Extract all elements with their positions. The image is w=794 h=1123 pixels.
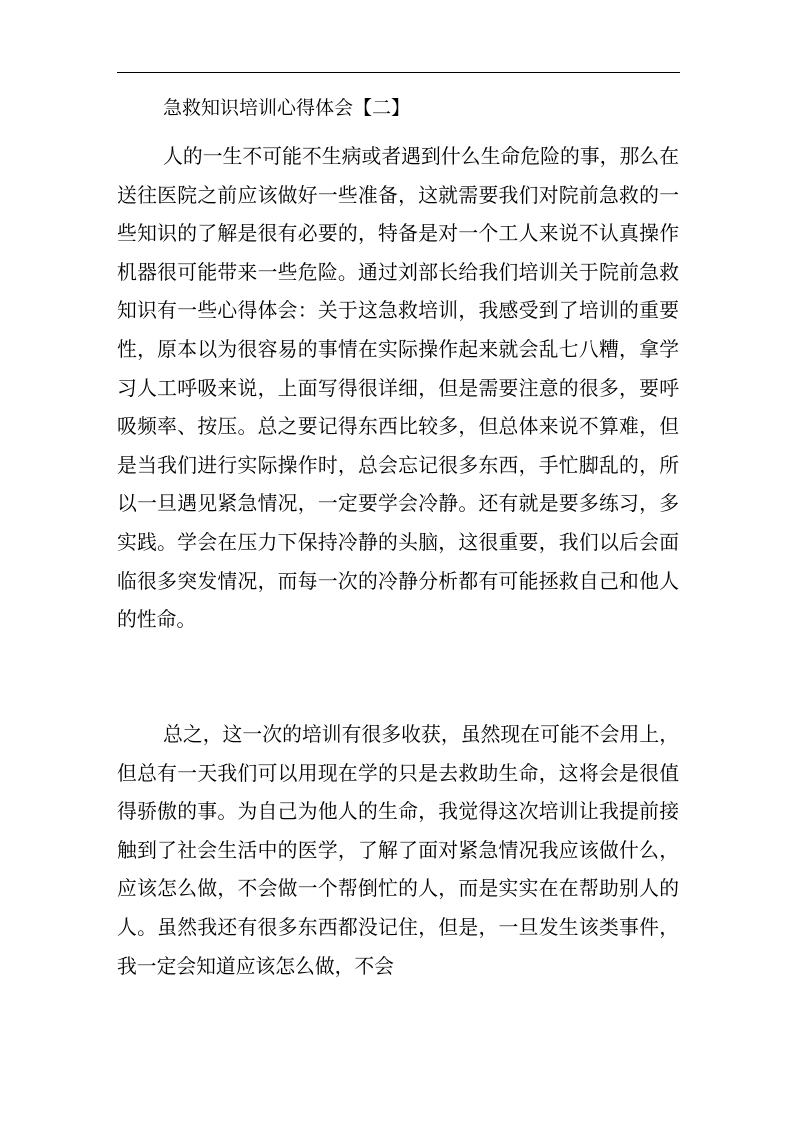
paragraph-1: 人的一生不可能不生病或者遇到什么生命危险的事，那么在送往医院之前应该做好一些准备，这就需要我们对院前急救的一些知识的了解是很有必要的，特备是对一个工人来说不认真操作机器很可能带来一些危险。通过刘部长给我们培训关于院前急救知识有一些心得体会：关于这急救培训，我感受到了培训的重要性，原本以为很容易的事情在实际操作起来就会乱七八糟，拿学习人工呼吸来说，上面写得很详细，但是需要注意的很多，要呼吸频率、按压。总之要记得东西比较多，但总体来说不算难，但是当我们进行实际操作时，总会忘记很多东西，手忙脚乱的，所以一旦遇见紧急情况，一定要学会冷静。还有就是要多练习，多实践。学会在压力下保持冷静的头脑，这很重要，我们以后会面临很多突发情况，而每一次的冷静分析都有可能拯救自己和他人的性命。 [117, 145, 679, 632]
document-title: 急救知识培训心得体会【二】 [163, 97, 411, 119]
header-rule [117, 72, 680, 73]
paragraph-2: 总之，这一次的培训有很多收获，虽然现在可能不会用上，但总有一天我们可以用现在学的只是去救助生命，这将会是很值得骄傲的事。为自己为他人的生命，我觉得这次培训让我提前接触到了社会生活中的医学，了解了面对紧急情况我应该做什么，应该怎么做，不会做一个帮倒忙的人，而是实实在在帮助别人的人。虽然我还有很多东西都没记住，但是，一旦发生该类事件，我一定会知道应该怎么做，不会 [117, 723, 679, 978]
